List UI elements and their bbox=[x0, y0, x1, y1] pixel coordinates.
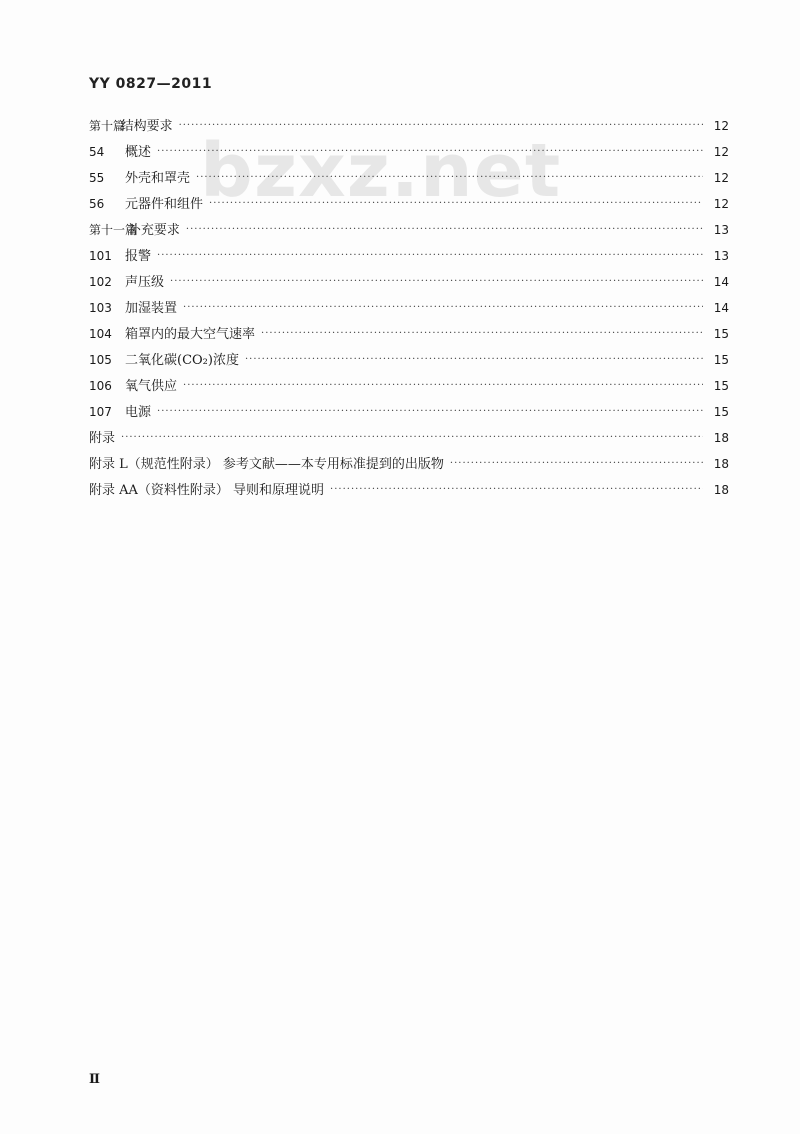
toc-entry-number: 105 bbox=[89, 353, 112, 367]
toc-entry-page: 12 bbox=[713, 145, 729, 159]
toc-entry-title: 补充要求 bbox=[127, 223, 180, 238]
toc-dot-leader bbox=[196, 172, 703, 183]
toc-entry-page: 12 bbox=[713, 119, 729, 133]
toc-entry[interactable] bbox=[89, 193, 729, 219]
toc-entry-title: 氧气供应 bbox=[125, 379, 178, 394]
toc-dot-leader bbox=[186, 224, 703, 235]
toc-dot-leader bbox=[261, 328, 703, 339]
toc-entry[interactable] bbox=[89, 349, 729, 375]
toc-entry-page: 18 bbox=[713, 483, 729, 497]
toc-entry-number: 103 bbox=[89, 301, 112, 315]
page-number-roman: Ⅱ bbox=[89, 1072, 100, 1087]
toc-entry[interactable] bbox=[89, 401, 729, 427]
toc-dot-leader bbox=[157, 146, 703, 157]
toc-dot-leader bbox=[450, 458, 703, 469]
toc-entry-page: 15 bbox=[713, 327, 729, 341]
toc-dot-leader bbox=[157, 406, 703, 417]
toc-entry[interactable] bbox=[89, 115, 729, 141]
toc-entry-title: 声压级 bbox=[125, 275, 165, 290]
toc-entry-number: 104 bbox=[89, 327, 112, 341]
toc-entry-number: 第十篇 bbox=[89, 119, 126, 133]
toc-entry-page: 15 bbox=[713, 405, 729, 419]
toc-entry-number: 56 bbox=[89, 197, 105, 211]
toc-dot-leader bbox=[183, 380, 703, 391]
table-of-contents bbox=[89, 115, 729, 505]
toc-entry-number: 54 bbox=[89, 145, 105, 159]
toc-entry[interactable] bbox=[89, 297, 729, 323]
toc-entry[interactable] bbox=[89, 167, 729, 193]
toc-entry-page: 14 bbox=[713, 275, 729, 289]
toc-entry[interactable] bbox=[89, 323, 729, 349]
toc-dot-leader bbox=[179, 120, 703, 131]
toc-entry[interactable] bbox=[89, 375, 729, 401]
toc-entry-number: 第十一篇 bbox=[89, 223, 138, 237]
toc-entry-title: 附录 L（规范性附录） 参考文献——本专用标准提到的出版物 bbox=[89, 457, 444, 472]
toc-entry[interactable] bbox=[89, 453, 729, 479]
toc-entry[interactable] bbox=[89, 219, 729, 245]
watermark-text: bzxz.net bbox=[200, 128, 562, 214]
toc-entry[interactable] bbox=[89, 245, 729, 271]
toc-entry-title: 外壳和罩壳 bbox=[125, 171, 191, 186]
standard-code: YY 0827—2011 bbox=[89, 76, 213, 92]
toc-dot-leader bbox=[157, 250, 703, 261]
toc-dot-leader bbox=[245, 354, 703, 365]
toc-entry-page: 13 bbox=[713, 223, 729, 237]
toc-entry-title: 附录 bbox=[89, 431, 116, 446]
toc-entry-title: 概述 bbox=[125, 145, 152, 160]
toc-entry[interactable] bbox=[89, 271, 729, 297]
toc-entry-title: 电源 bbox=[125, 405, 152, 420]
toc-entry-title: 二氧化碳(CO₂)浓度 bbox=[125, 353, 239, 368]
toc-dot-leader bbox=[183, 302, 703, 313]
toc-entry-page: 18 bbox=[713, 431, 729, 445]
toc-entry-page: 12 bbox=[713, 197, 729, 211]
toc-entry-title: 附录 AA（资料性附录） 导则和原理说明 bbox=[89, 483, 325, 498]
toc-entry-page: 15 bbox=[713, 353, 729, 367]
toc-dot-leader bbox=[330, 484, 703, 495]
toc-entry[interactable] bbox=[89, 427, 729, 453]
toc-entry-number: 102 bbox=[89, 275, 112, 289]
toc-entry-page: 15 bbox=[713, 379, 729, 393]
toc-dot-leader bbox=[121, 432, 703, 443]
toc-entry-number: 107 bbox=[89, 405, 112, 419]
toc-entry-page: 18 bbox=[713, 457, 729, 471]
toc-entry[interactable] bbox=[89, 479, 729, 505]
toc-entry-title: 箱罩内的最大空气速率 bbox=[125, 327, 256, 342]
toc-dot-leader bbox=[170, 276, 703, 287]
toc-entry-number: 55 bbox=[89, 171, 105, 185]
toc-entry-title: 元器件和组件 bbox=[125, 197, 204, 212]
toc-entry-page: 13 bbox=[713, 249, 729, 263]
toc-entry-title: 加湿装置 bbox=[125, 301, 178, 316]
toc-entry-number: 101 bbox=[89, 249, 112, 263]
toc-entry-page: 12 bbox=[713, 171, 729, 185]
toc-entry-title: 结构要求 bbox=[120, 119, 173, 134]
toc-dot-leader bbox=[209, 198, 703, 209]
toc-entry-number: 106 bbox=[89, 379, 112, 393]
toc-entry-page: 14 bbox=[713, 301, 729, 315]
toc-entry-title: 报警 bbox=[125, 249, 152, 264]
toc-entry[interactable] bbox=[89, 141, 729, 167]
